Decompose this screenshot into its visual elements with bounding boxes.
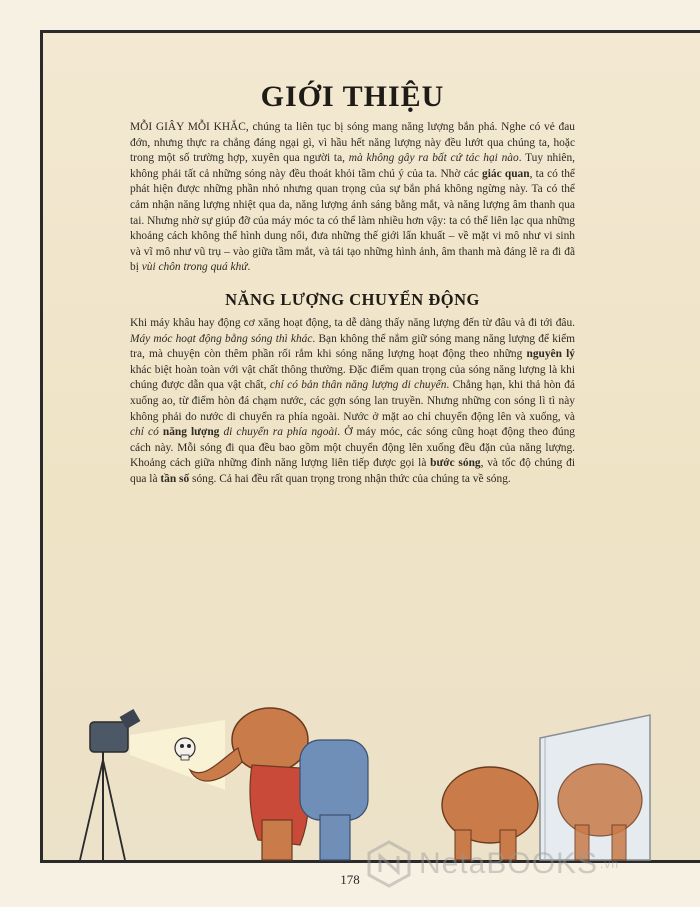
projector-icon xyxy=(80,709,140,860)
text-run: , và tốc độ chúng đi qua là xyxy=(130,457,575,485)
watermark-text: NetaBOOKS xyxy=(419,847,599,880)
italic-text: Máy móc hoạt động bằng sóng thì khác xyxy=(130,332,313,345)
text-run: . Ở máy móc, các sóng cũng hoạt động theo đúng cách này. Mỗi sóng đi qua đều bao gồm một chuyển động lên xuống đều đặn của năng lượng. Khoảng cách giữa những đỉnh năng lượng liên tiếp được gọi là xyxy=(130,426,575,470)
italic-text: chỉ có bản thân năng lượng di chuyển xyxy=(269,379,447,392)
section-title: NĂNG LƯỢNG CHUYỂN ĐỘNG xyxy=(225,289,480,309)
text-run: MỖI GIÂY MỖI KHẮC, chúng ta liên tục bị sóng mang năng lượng bắn phá. Nghe có vẻ đau đớn, nhưng thực ra chẳng đáng ngại gì, vì hầu hết năng lượng này đều lướt qua chúng ta, hoặc trong một số trường hợp, xuyên qua người ta, xyxy=(130,121,575,165)
text-run: . Chẳng hạn, khi thả hòn đá xuống ao, từ điểm hòn đá chạm nước, các gợn sóng lan truyền. Nhưng những con sóng lì tì này không phải do nước di chuyển ra phía ngoài. Nước ở mặt ao chỉ chuyển động lên và xuống, và xyxy=(130,379,575,423)
bold-term: bước sóng xyxy=(430,457,481,470)
page-number: 178 xyxy=(340,872,360,887)
text-run: . xyxy=(247,261,251,274)
text-run: , ta có thể phát hiện được những phần nhỏ nhưng quan trọng của sự bắn phá không ngừng này. Ta có thể cảm nhận năng lượng nhiệt qua da, năng lượng ánh sáng bằng mắt, và năng lượng âm thanh qua tai. Nhưng nhờ sự giúp đỡ của máy móc ta có thể làm nhiều hơn vậy: ta có thể liên lạc qua những khoảng cách không thể hình dung nổi, đưa những thế giới lẩn khuất – về mặt vi mô như vi sinh và vĩ mô như vũ trụ – vào giữa tầm mắt, và tái tạo những hình ảnh, âm thanh mà đáng lẽ ra đi đã bị xyxy=(130,167,575,274)
text-run: sóng. Cả hai đều rất quan trọng trong nhận thức của chúng ta về sóng. xyxy=(189,472,511,485)
bold-term: năng lượng xyxy=(162,426,220,439)
text-run: . Bạn không thể nắm giữ sóng mang năng lượng để kiểm tra, mà chuyện còn thêm phần rối rắm khi sóng năng lượng hoạt động theo những xyxy=(130,332,575,361)
italic-text: mà không gây ra bất cứ tác hại nào xyxy=(348,152,519,165)
watermark-suffix: .vn xyxy=(600,857,620,871)
italic-text: vùi chôn trong quá khứ xyxy=(141,261,248,274)
bold-term: giác quan xyxy=(482,167,530,180)
italic-text: di chuyển ra phía ngoài xyxy=(219,426,338,439)
text-run: Khi máy khâu hay động cơ xăng hoạt động, ta dễ dàng thấy năng lượng đến từ đâu và đi tới đâu. xyxy=(130,316,575,329)
italic-text: chỉ có xyxy=(130,426,163,439)
bold-term: tần số xyxy=(160,472,190,485)
page-title: GIỚI THIỆU xyxy=(260,80,445,113)
text-run: khác biệt hoàn toàn với vật chất thông thường. Đặc điểm quan trọng của sóng năng lượng là khi chúng được dẫn qua vật chất, xyxy=(130,363,575,392)
text-run: . Tuy nhiên, không phải tất cả những sóng này đều thoát khỏi tầm chú ý của ta. Nhờ các xyxy=(130,152,575,180)
bold-term: nguyên lý xyxy=(526,348,575,361)
